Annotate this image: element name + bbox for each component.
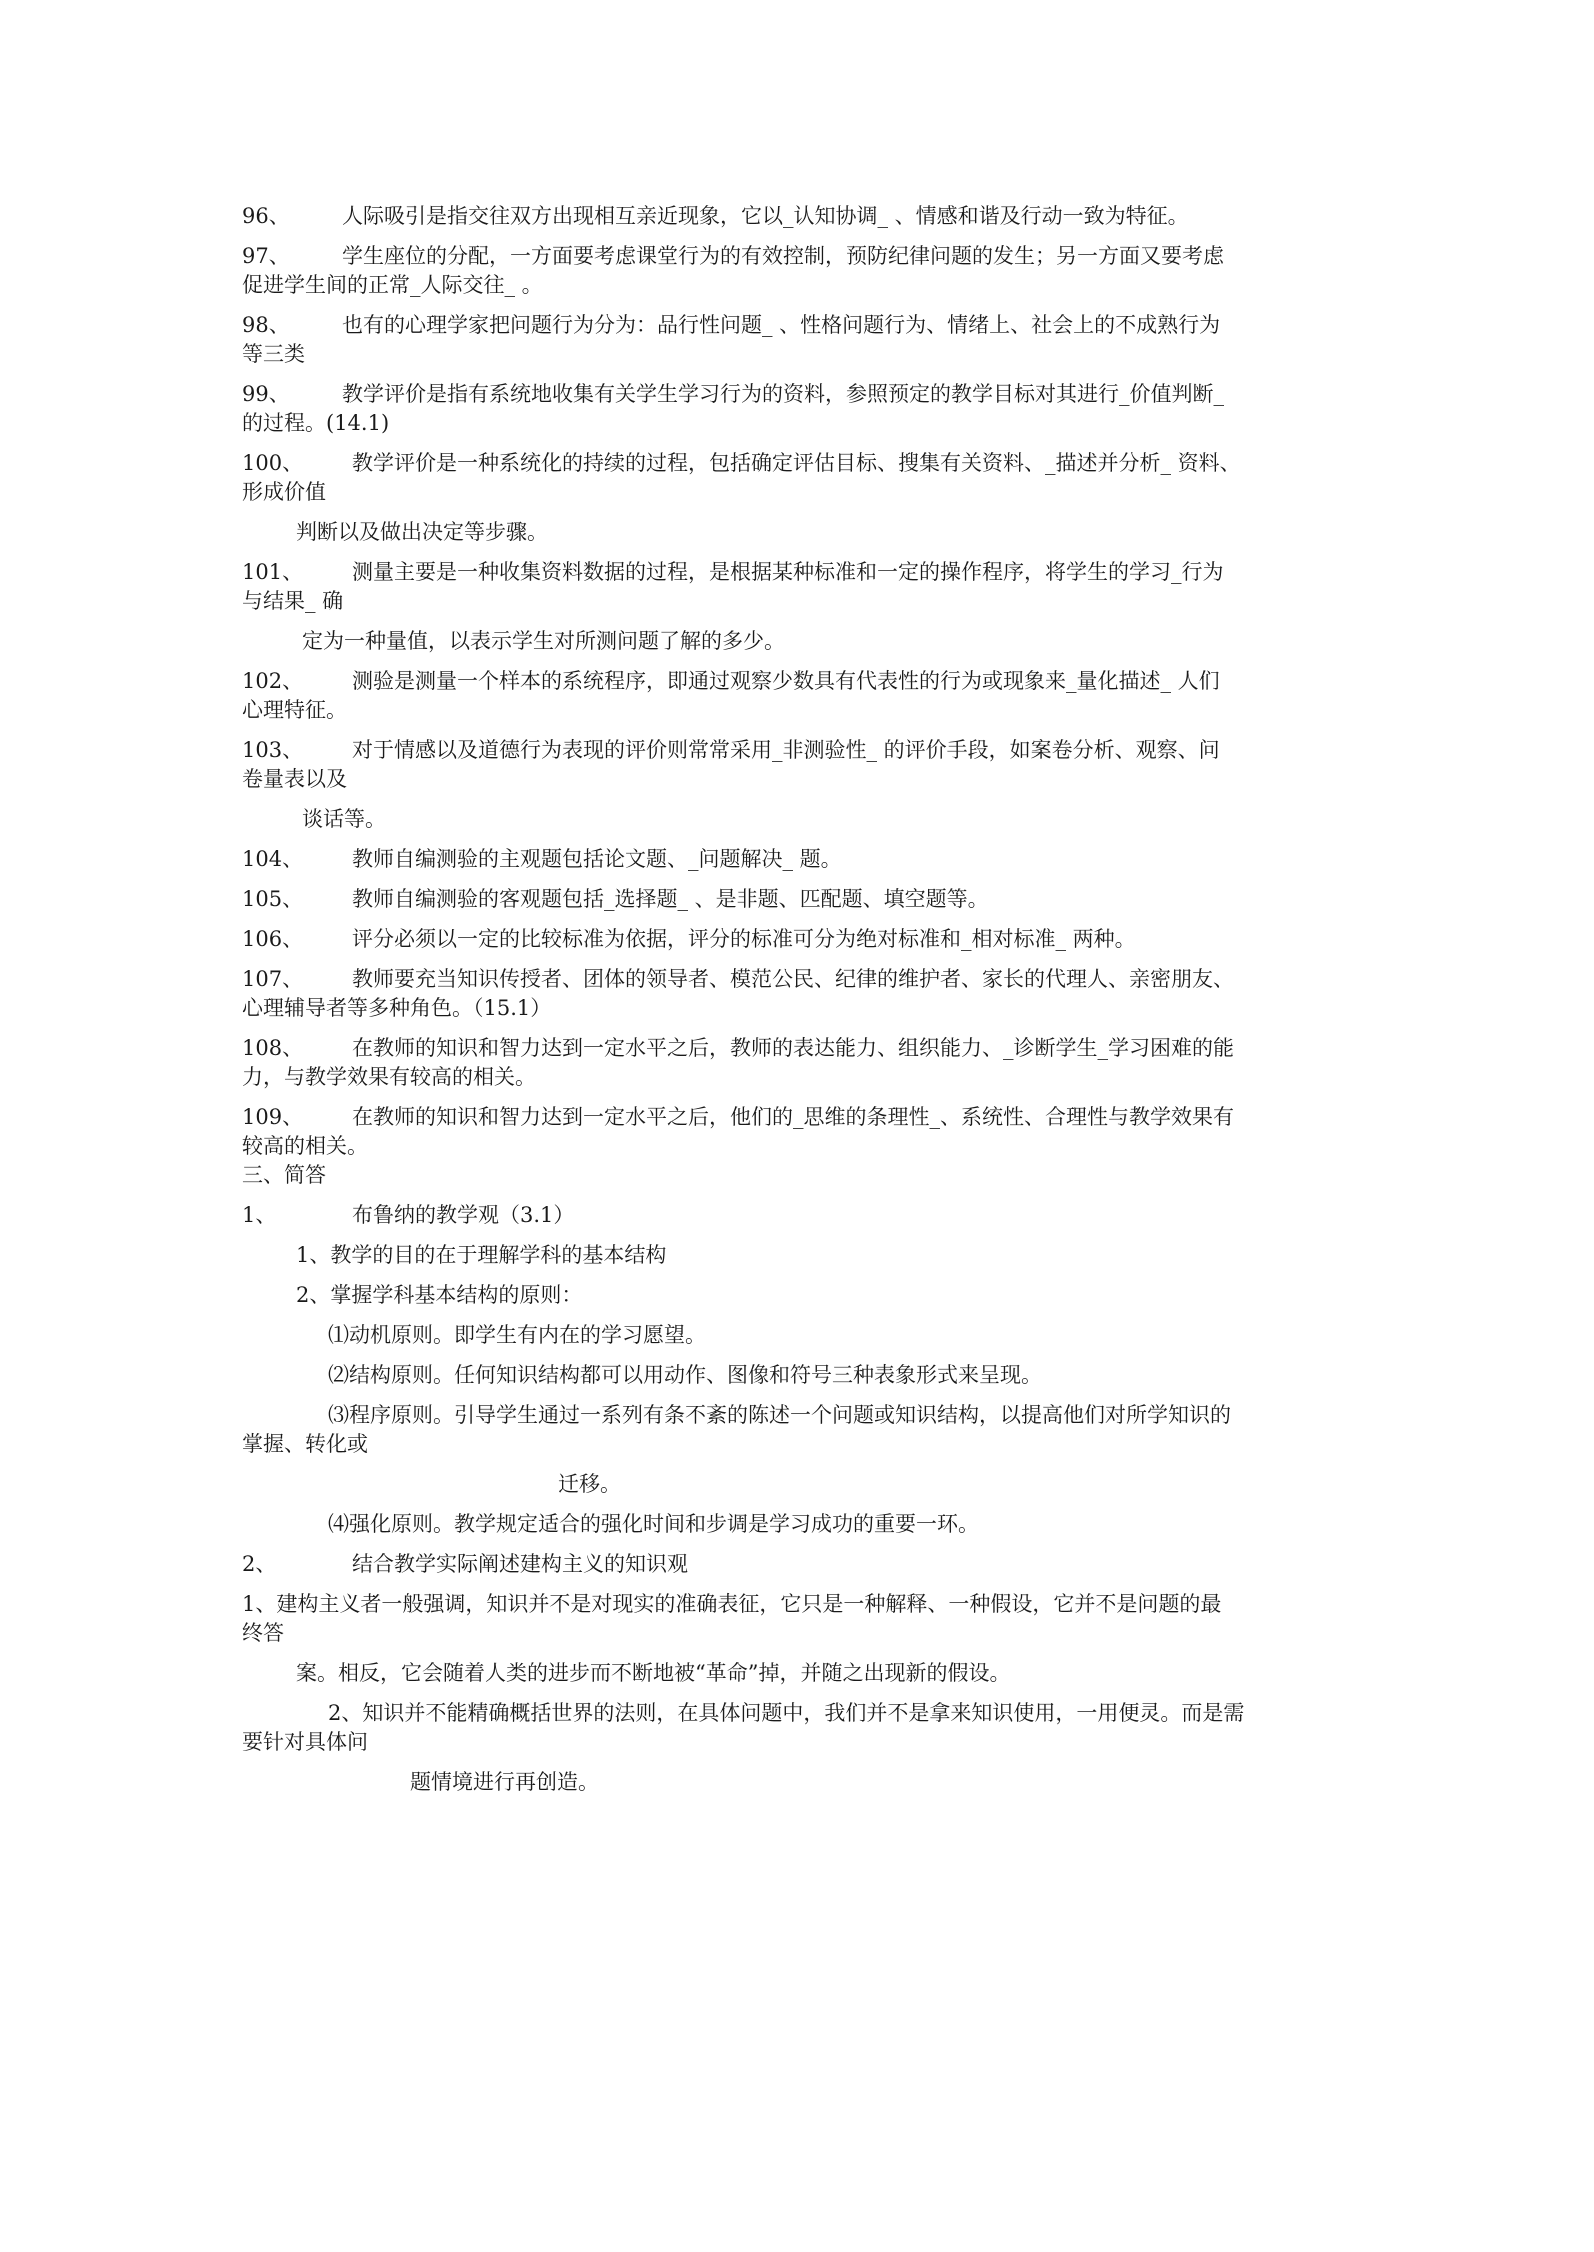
item-text: 在教师的知识和智力达到一定水平之后，教师的表达能力、组织能力、_诊断学生_学习困难的能 — [352, 1036, 1234, 1060]
item-number: 108、 — [242, 1036, 304, 1060]
answer-line: 1、建构主义者一般强调，知识并不是对现实的准确表征，它只是一种解释、一种假设，它并不是问题的最 — [242, 1592, 1222, 1616]
item-continuation: 等三类 — [242, 342, 305, 366]
list-item — [242, 736, 1362, 765]
answer-line: 2、掌握学科基本结构的原则： — [296, 1283, 583, 1307]
item-continuation: 较高的相关。 — [242, 1134, 368, 1158]
item-text: 教师要充当知识传授者、团体的领导者、模范公民、纪律的维护者、家长的代理人、亲密朋友、 — [352, 967, 1234, 991]
item-text: 在教师的知识和智力达到一定水平之后，他们的_思维的条理性_、系统性、合理性与教学效果有 — [352, 1105, 1234, 1129]
list-item — [242, 449, 1362, 478]
list-item — [242, 1103, 1362, 1132]
question-title — [242, 1550, 1362, 1579]
item-text: 教学评价是一种系统化的持续的过程，包括确定评估目标、搜集有关资料、_描述并分析_ 资料、 — [352, 451, 1241, 475]
item-text: 评分必须以一定的比较标准为依据，评分的标准可分为绝对标准和_相对标准_ 两种。 — [352, 927, 1136, 951]
list-item — [242, 667, 1362, 696]
item-text: 对于情感以及道德行为表现的评价则常常采用_非测验性_ 的评价手段，如案卷分析、观察、问 — [352, 738, 1220, 762]
item-number: 103、 — [242, 738, 304, 762]
answer-line: ⑴动机原则。即学生有内在的学习愿望。 — [328, 1323, 706, 1347]
item-continuation: 与结果_ 确 — [242, 589, 344, 613]
answer-line: 1、教学的目的在于理解学科的基本结构 — [296, 1243, 667, 1267]
answer-continuation: 终答 — [242, 1621, 284, 1645]
item-number: 99、 — [242, 382, 290, 406]
item-continuation: 谈话等。 — [302, 807, 386, 831]
answer-continuation: 迁移。 — [558, 1472, 621, 1496]
item-number: 100、 — [242, 451, 304, 475]
item-number: 106、 — [242, 927, 304, 951]
item-text: 人际吸引是指交往双方出现相互亲近现象，它以_认知协调_ 、情感和谐及行动一致为特征。 — [342, 204, 1189, 228]
item-continuation: 心理辅导者等多种角色。（15.1） — [242, 996, 552, 1020]
question-title — [242, 1201, 1362, 1230]
answer-continuation: 题情境进行再创造。 — [410, 1770, 599, 1794]
answer-line: ⑵结构原则。任何知识结构都可以用动作、图像和符号三种表象形式来呈现。 — [328, 1363, 1042, 1387]
item-continuation: 心理特征。 — [242, 698, 347, 722]
list-item — [242, 1034, 1362, 1063]
item-text: 测验是测量一个样本的系统程序，即通过观察少数具有代表性的行为或现象来_量化描述_ 人们 — [352, 669, 1220, 693]
item-number: 104、 — [242, 847, 304, 871]
answer-continuation: 案。相反，它会随着人类的进步而不断地被“革命”掉，并随之出现新的假设。 — [296, 1661, 1011, 1685]
question-text: 结合教学实际阐述建构主义的知识观 — [352, 1552, 688, 1576]
list-item — [242, 885, 1362, 914]
item-continuation: 促进学生间的正常_人际交往_ 。 — [242, 273, 543, 297]
item-number: 109、 — [242, 1105, 304, 1129]
item-number: 96、 — [242, 204, 290, 228]
item-continuation: 形成价值 — [242, 480, 326, 504]
item-continuation: 的过程。(14.1) — [242, 411, 390, 435]
question-number: 2、 — [242, 1552, 277, 1576]
answer-line: ⑶程序原则。引导学生通过一系列有条不紊的陈述一个问题或知识结构，以提高他们对所学知识的 — [328, 1403, 1231, 1427]
question-text: 布鲁纳的教学观（3.1） — [352, 1203, 575, 1227]
item-text: 教师自编测验的主观题包括论文题、_问题解决_ 题。 — [352, 847, 842, 871]
answer-line: 2、知识并不能精确概括世界的法则，在具体问题中，我们并不是拿来知识使用，一用便灵。而是需 — [328, 1701, 1245, 1725]
item-number: 98、 — [242, 313, 290, 337]
item-continuation: 定为一种量值，以表示学生对所测问题了解的多少。 — [302, 629, 785, 653]
item-number: 97、 — [242, 244, 290, 268]
item-continuation: 卷量表以及 — [242, 767, 347, 791]
item-number: 105、 — [242, 887, 304, 911]
item-number: 101、 — [242, 560, 304, 584]
item-number: 102、 — [242, 669, 304, 693]
question-number: 1、 — [242, 1203, 277, 1227]
item-continuation: 判断以及做出决定等步骤。 — [296, 520, 548, 544]
item-text: 教学评价是指有系统地收集有关学生学习行为的资料，参照预定的教学目标对其进行_价值判断_ — [342, 382, 1224, 406]
list-item — [242, 202, 1362, 231]
list-item — [242, 965, 1362, 994]
item-text: 教师自编测验的客观题包括_选择题_ 、是非题、匹配题、填空题等。 — [352, 887, 989, 911]
list-item — [242, 380, 1362, 409]
item-continuation: 力，与教学效果有较高的相关。 — [242, 1065, 536, 1089]
answer-continuation: 要针对具体问 — [242, 1730, 368, 1754]
list-item — [242, 311, 1362, 340]
answer-continuation: 掌握、转化或 — [242, 1432, 368, 1456]
document-body — [242, 202, 1362, 1808]
section-heading: 三、简答 — [242, 1163, 326, 1187]
list-item — [242, 925, 1362, 954]
list-item — [242, 558, 1362, 587]
item-text: 学生座位的分配，一方面要考虑课堂行为的有效控制，预防纪律问题的发生；另一方面又要考虑 — [342, 244, 1224, 268]
item-text: 测量主要是一种收集资料数据的过程，是根据某种标准和一定的操作程序，将学生的学习_行为 — [352, 560, 1224, 584]
list-item — [242, 845, 1362, 874]
list-item — [242, 242, 1362, 271]
answer-line: ⑷强化原则。教学规定适合的强化时间和步调是学习成功的重要一环。 — [328, 1512, 979, 1536]
item-number: 107、 — [242, 967, 304, 991]
item-text: 也有的心理学家把问题行为分为：品行性问题_ 、性格问题行为、情绪上、社会上的不成熟行为 — [342, 313, 1221, 337]
